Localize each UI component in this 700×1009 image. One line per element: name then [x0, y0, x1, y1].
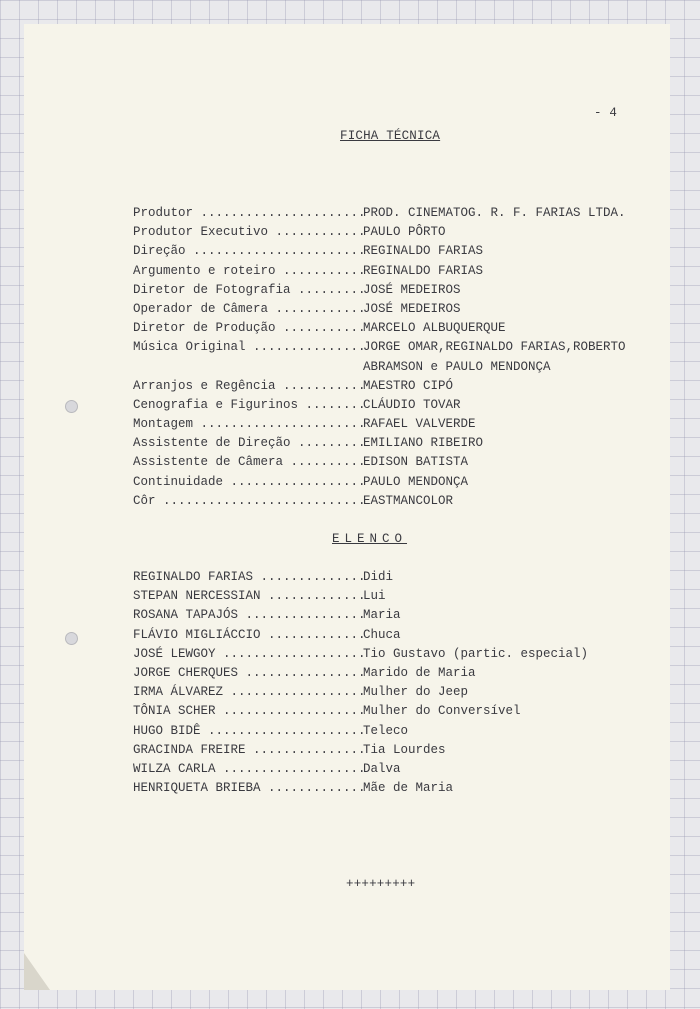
actor-name: WILZA CARLA ..... — [133, 760, 363, 779]
cast-row — [133, 702, 588, 721]
credit-row — [133, 396, 626, 415]
credit-name: MAESTRO CIPÓ — [363, 378, 454, 393]
credit-name: EDISON BATISTA — [363, 455, 469, 470]
credit-role: Produtor Executivo ..... — [133, 223, 363, 242]
credit-row — [133, 242, 626, 261]
credit-name: RAFAEL VALVERDE — [363, 417, 476, 432]
credit-name-line: ABRAMSON e PAULO MENDONÇA — [363, 359, 551, 374]
credit-role: Música Original ..... — [133, 338, 363, 357]
character-name: Mãe de Maria — [363, 781, 454, 796]
punch-hole — [65, 400, 78, 413]
credit-role: Arranjos e Regência ..... — [133, 377, 363, 396]
credit-name: EASTMANCOLOR — [363, 493, 454, 508]
character-name: Tio Gustavo (partic. especial) — [363, 646, 589, 661]
credit-row — [133, 204, 626, 223]
credit-role: Côr ..... — [133, 492, 363, 511]
character-name: Maria — [363, 608, 401, 623]
credit-role: Cenografia e Figurinos ..... — [133, 396, 363, 415]
credit-role: Montagem ..... — [133, 415, 363, 434]
cast-row — [133, 741, 588, 760]
character-name: Marido de Maria — [363, 665, 476, 680]
actor-name: REGINALDO FARIAS ..... — [133, 568, 363, 587]
character-name: Didi — [363, 570, 394, 584]
credit-role: Produtor ..... — [133, 204, 363, 223]
cast-list — [133, 568, 588, 798]
cast-row — [133, 760, 588, 779]
cast-row — [133, 568, 588, 587]
actor-name: STEPAN NERCESSIAN ..... — [133, 587, 363, 606]
character-name: Chuca — [363, 627, 401, 642]
credit-name: REGINALDO FARIAS — [363, 263, 484, 278]
actor-name: JOSÉ LEWGOY ..... — [133, 645, 363, 664]
credit-name — [363, 338, 626, 376]
credit-role: Diretor de Fotografia ..... — [133, 281, 363, 300]
cast-heading: ELENCO — [332, 532, 408, 546]
page-title: FICHA TÉCNICA — [340, 129, 441, 143]
actor-name: HUGO BIDÊ ..... — [133, 722, 363, 741]
cast-row — [133, 606, 588, 625]
credit-row — [133, 338, 626, 376]
cast-row — [133, 683, 588, 702]
credit-row — [133, 492, 626, 511]
cast-row — [133, 664, 588, 683]
actor-name: HENRIQUETA BRIEBA ..... — [133, 779, 363, 798]
character-name: Mulher do Conversível — [363, 704, 521, 719]
credit-name: EMILIANO RIBEIRO — [363, 436, 484, 451]
credit-name: PAULO MENDONÇA — [363, 474, 469, 489]
end-mark: +++++++++ — [346, 877, 416, 891]
credit-name: REGINALDO FARIAS — [363, 244, 484, 259]
cast-row — [133, 626, 588, 645]
credit-row — [133, 377, 626, 396]
actor-name: GRACINDA FREIRE ..... — [133, 741, 363, 760]
credits-list — [133, 204, 626, 511]
credit-name: JOSÉ MEDEIROS — [363, 301, 461, 316]
credit-name-line: JORGE OMAR,REGINALDO FARIAS,ROBERTO — [363, 340, 626, 355]
credit-role: Continuidade ..... — [133, 473, 363, 492]
credit-row — [133, 223, 626, 242]
page-number: - 4 — [594, 106, 618, 120]
credit-row — [133, 262, 626, 281]
character-name: Mulher do Jeep — [363, 685, 469, 700]
credit-name: MARCELO ALBUQUERQUE — [363, 321, 506, 336]
character-name: Tia Lourdes — [363, 742, 446, 757]
credit-role: Diretor de Produção ..... — [133, 319, 363, 338]
actor-name: JORGE CHERQUES ..... — [133, 664, 363, 683]
credit-role: Assistente de Direção ..... — [133, 434, 363, 453]
credit-name: PROD. CINEMATOG. R. F. FARIAS LTDA. — [363, 206, 626, 220]
cast-row — [133, 779, 588, 798]
cast-row — [133, 722, 588, 741]
credit-name: PAULO PÔRTO — [363, 225, 446, 240]
actor-name: TÔNIA SCHER ..... — [133, 702, 363, 721]
credit-role: Assistente de Câmera ..... — [133, 453, 363, 472]
credit-role: Argumento e roteiro ..... — [133, 262, 363, 281]
credit-row — [133, 434, 626, 453]
character-name: Teleco — [363, 723, 409, 738]
credit-row — [133, 319, 626, 338]
credit-row — [133, 281, 626, 300]
credit-name: JOSÉ MEDEIROS — [363, 282, 461, 297]
credit-row — [133, 473, 626, 492]
cast-row — [133, 645, 588, 664]
credit-role: Operador de Câmera ..... — [133, 300, 363, 319]
actor-name: FLÁVIO MIGLIÁCCIO ..... — [133, 626, 363, 645]
actor-name: ROSANA TAPAJÓS ..... — [133, 606, 363, 625]
character-name: Dalva — [363, 761, 401, 776]
credit-row — [133, 453, 626, 472]
credit-row — [133, 300, 626, 319]
credit-name: CLÁUDIO TOVAR — [363, 397, 461, 412]
punch-hole — [65, 632, 78, 645]
credit-row — [133, 415, 626, 434]
cast-row — [133, 587, 588, 606]
folded-corner — [24, 953, 50, 990]
actor-name: IRMA ÁLVAREZ ..... — [133, 683, 363, 702]
character-name: Lui — [363, 589, 386, 604]
credit-role: Direção ..... — [133, 242, 363, 261]
